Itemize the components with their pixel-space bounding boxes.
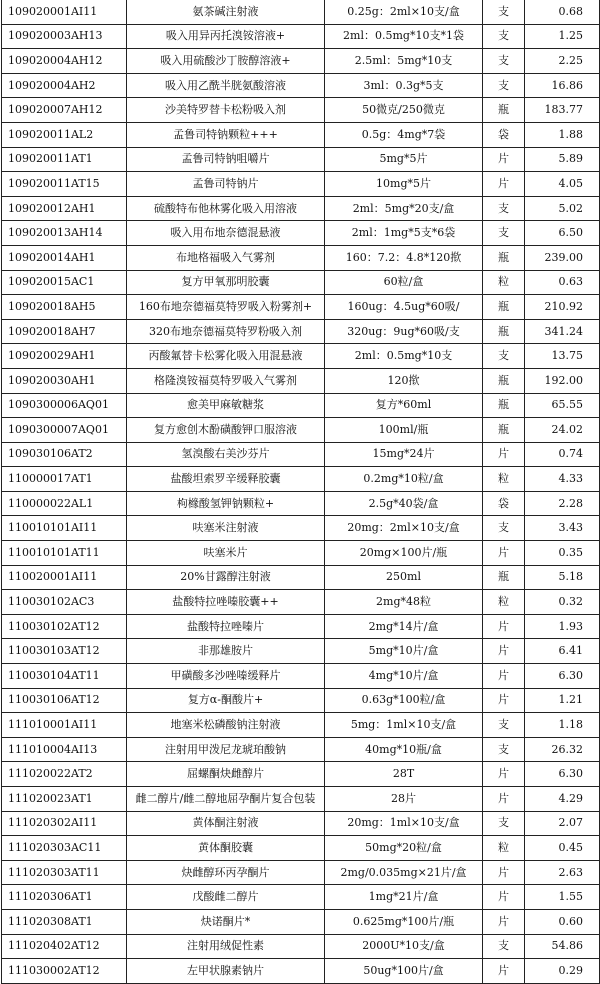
drug-spec-cell: 5mg：1ml×10支/盒	[325, 713, 483, 738]
table-row	[2, 295, 600, 320]
table-row	[2, 73, 600, 98]
drug-code-cell: 109020018AH7	[2, 319, 127, 344]
drug-name-cell: 屈螺酮炔雌醇片	[127, 762, 325, 787]
drug-name-cell: 注射用绒促性素	[127, 934, 325, 959]
drug-name-cell: 盐酸特拉唑嗪胶囊++	[127, 590, 325, 615]
drug-unit-cell: 支	[483, 344, 525, 369]
drug-name-cell: 黄体酮胶囊	[127, 836, 325, 861]
drug-spec-cell: 100ml/瓶	[325, 418, 483, 443]
drug-code-cell: 111020303AC11	[2, 836, 127, 861]
drug-code-cell: 110010101AI11	[2, 516, 127, 541]
table-row	[2, 245, 600, 270]
drug-spec-cell: 250ml	[325, 565, 483, 590]
drug-name-cell: 孟鲁司特钠颗粒+++	[127, 122, 325, 147]
drug-code-cell: 109020018AH5	[2, 295, 127, 320]
drug-name-cell: 丙酸氟替卡松雾化吸入用混悬液	[127, 344, 325, 369]
drug-spec-cell: 160ug：4.5ug*60吸/	[325, 295, 483, 320]
table-row	[2, 860, 600, 885]
drug-name-cell: 复方愈创木酚磺酸钾口服溶液	[127, 418, 325, 443]
drug-code-cell: 109020030AH1	[2, 368, 127, 393]
drug-code-cell: 109020012AH1	[2, 196, 127, 221]
drug-price-cell: 1.88	[525, 122, 600, 147]
drug-name-cell: 炔雌醇环丙孕酮片	[127, 860, 325, 885]
drug-unit-cell: 片	[483, 442, 525, 467]
drug-price-cell: 6.30	[525, 664, 600, 689]
drug-name-cell: 吸入用乙酰半胱氨酸溶液	[127, 73, 325, 98]
drug-spec-cell: 5mg*5片	[325, 147, 483, 172]
drug-code-cell: 1090300007AQ01	[2, 418, 127, 443]
drug-code-cell: 110000022AL1	[2, 491, 127, 516]
drug-name-cell: 呋塞米注射液	[127, 516, 325, 541]
drug-price-cell: 183.77	[525, 98, 600, 123]
drug-name-cell: 注射用甲泼尼龙琥珀酸钠	[127, 737, 325, 762]
drug-price-cell: 192.00	[525, 368, 600, 393]
table-row	[2, 344, 600, 369]
drug-price-cell: 2.28	[525, 491, 600, 516]
drug-code-cell: 110030102AC3	[2, 590, 127, 615]
drug-price-cell: 2.63	[525, 860, 600, 885]
drug-name-cell: 格隆溴铵福莫特罗吸入气雾剂	[127, 368, 325, 393]
drug-name-cell: 地塞米松磷酸钠注射液	[127, 713, 325, 738]
drug-code-cell: 111010004AI13	[2, 737, 127, 762]
drug-unit-cell: 粒	[483, 590, 525, 615]
drug-price-cell: 5.89	[525, 147, 600, 172]
drug-spec-cell: 320ug：9ug*60吸/支	[325, 319, 483, 344]
drug-unit-cell: 支	[483, 934, 525, 959]
drug-price-cell: 0.68	[525, 0, 600, 24]
drug-spec-cell: 40mg*10瓶/盒	[325, 737, 483, 762]
drug-code-cell: 109020011AT15	[2, 172, 127, 197]
drug-price-cell: 5.18	[525, 565, 600, 590]
drug-spec-cell: 2.5g*40袋/盒	[325, 491, 483, 516]
drug-unit-cell: 支	[483, 811, 525, 836]
table-row	[2, 418, 600, 443]
drug-name-cell: 盐酸特拉唑嗪片	[127, 614, 325, 639]
drug-unit-cell: 袋	[483, 122, 525, 147]
drug-spec-cell: 0.25g：2ml×10支/盒	[325, 0, 483, 24]
drug-name-cell: 吸入用异丙托溴铵溶液+	[127, 24, 325, 49]
drug-name-cell: 孟鲁司特钠咀嚼片	[127, 147, 325, 172]
drug-price-cell: 1.25	[525, 24, 600, 49]
table-row	[2, 836, 600, 861]
drug-code-cell: 109020015AC1	[2, 270, 127, 295]
drug-spec-cell: 2mg*48粒	[325, 590, 483, 615]
drug-spec-cell: 50ug*100片/盒	[325, 959, 483, 984]
drug-price-cell: 16.86	[525, 73, 600, 98]
drug-unit-cell: 片	[483, 860, 525, 885]
table-row	[2, 959, 600, 984]
table-row	[2, 688, 600, 713]
table-row	[2, 98, 600, 123]
table-row	[2, 368, 600, 393]
table-row	[2, 467, 600, 492]
drug-price-cell: 0.74	[525, 442, 600, 467]
table-row	[2, 762, 600, 787]
table-row	[2, 491, 600, 516]
drug-unit-cell: 支	[483, 49, 525, 74]
drug-code-cell: 109020011AL2	[2, 122, 127, 147]
drug-name-cell: 氨茶碱注射液	[127, 0, 325, 24]
drug-unit-cell: 支	[483, 737, 525, 762]
table-row	[2, 319, 600, 344]
drug-unit-cell: 瓶	[483, 418, 525, 443]
drug-price-cell: 13.75	[525, 344, 600, 369]
drug-price-cell: 4.05	[525, 172, 600, 197]
drug-spec-cell: 10mg*5片	[325, 172, 483, 197]
drug-price-cell: 210.92	[525, 295, 600, 320]
drug-price-table	[1, 0, 600, 984]
drug-spec-cell: 2ml：1mg*5支*6袋	[325, 221, 483, 246]
drug-unit-cell: 片	[483, 541, 525, 566]
drug-name-cell: 160布地奈德福莫特罗吸入粉雾剂+	[127, 295, 325, 320]
drug-unit-cell: 片	[483, 639, 525, 664]
drug-spec-cell: 2ml：0.5mg*10支*1袋	[325, 24, 483, 49]
drug-code-cell: 109020014AH1	[2, 245, 127, 270]
table-row	[2, 0, 600, 24]
drug-code-cell: 111020308AT1	[2, 909, 127, 934]
drug-code-cell: 109020001AI11	[2, 0, 127, 24]
drug-name-cell: 非那雄胺片	[127, 639, 325, 664]
drug-unit-cell: 瓶	[483, 393, 525, 418]
drug-price-cell: 0.45	[525, 836, 600, 861]
drug-name-cell: 呋塞米片	[127, 541, 325, 566]
drug-price-cell: 6.41	[525, 639, 600, 664]
table-row	[2, 934, 600, 959]
drug-name-cell: 盐酸坦索罗辛缓释胶囊	[127, 467, 325, 492]
drug-unit-cell: 片	[483, 885, 525, 910]
table-row	[2, 442, 600, 467]
table-row	[2, 221, 600, 246]
table-row	[2, 639, 600, 664]
drug-spec-cell: 20mg：2ml×10支/盒	[325, 516, 483, 541]
drug-price-cell: 0.29	[525, 959, 600, 984]
drug-unit-cell: 支	[483, 196, 525, 221]
drug-spec-cell: 28T	[325, 762, 483, 787]
drug-unit-cell: 支	[483, 24, 525, 49]
table-row	[2, 147, 600, 172]
drug-name-cell: 320布地奈德福莫特罗粉吸入剂	[127, 319, 325, 344]
drug-spec-cell: 60粒/盒	[325, 270, 483, 295]
drug-code-cell: 111020306AT1	[2, 885, 127, 910]
drug-code-cell: 111020303AT11	[2, 860, 127, 885]
drug-unit-cell: 支	[483, 0, 525, 24]
table-row	[2, 811, 600, 836]
table-row	[2, 172, 600, 197]
drug-unit-cell: 粒	[483, 836, 525, 861]
drug-price-cell: 26.32	[525, 737, 600, 762]
drug-price-cell: 2.25	[525, 49, 600, 74]
drug-spec-cell: 2mg*14片/盒	[325, 614, 483, 639]
table-row	[2, 270, 600, 295]
table-row	[2, 565, 600, 590]
drug-price-cell: 1.93	[525, 614, 600, 639]
table-row	[2, 393, 600, 418]
drug-code-cell: 109030106AT2	[2, 442, 127, 467]
table-row	[2, 664, 600, 689]
drug-unit-cell: 支	[483, 516, 525, 541]
drug-code-cell: 110010101AT11	[2, 541, 127, 566]
drug-unit-cell: 瓶	[483, 319, 525, 344]
drug-name-cell: 布地格福吸入气雾剂	[127, 245, 325, 270]
drug-name-cell: 吸入用硫酸沙丁胺醇溶液+	[127, 49, 325, 74]
drug-name-cell: 复方α-酮酸片+	[127, 688, 325, 713]
drug-price-cell: 4.29	[525, 787, 600, 812]
drug-unit-cell: 粒	[483, 467, 525, 492]
drug-price-cell: 6.30	[525, 762, 600, 787]
drug-spec-cell: 50mg*20粒/盒	[325, 836, 483, 861]
drug-name-cell: 左甲状腺素钠片	[127, 959, 325, 984]
drug-unit-cell: 支	[483, 73, 525, 98]
table-row	[2, 541, 600, 566]
drug-code-cell: 110030103AT12	[2, 639, 127, 664]
drug-price-cell: 239.00	[525, 245, 600, 270]
drug-code-cell: 109020003AH13	[2, 24, 127, 49]
drug-name-cell: 炔诺酮片*	[127, 909, 325, 934]
drug-spec-cell: 2.5ml：5mg*10支	[325, 49, 483, 74]
drug-price-cell: 1.18	[525, 713, 600, 738]
drug-unit-cell: 袋	[483, 491, 525, 516]
drug-name-cell: 愈美甲麻敏糖浆	[127, 393, 325, 418]
drug-price-cell: 54.86	[525, 934, 600, 959]
drug-code-cell: 111020023AT1	[2, 787, 127, 812]
drug-name-cell: 黄体酮注射液	[127, 811, 325, 836]
drug-name-cell: 沙美特罗替卡松粉吸入剂	[127, 98, 325, 123]
drug-code-cell: 110030102AT12	[2, 614, 127, 639]
drug-price-cell: 24.02	[525, 418, 600, 443]
drug-price-cell: 3.43	[525, 516, 600, 541]
drug-code-cell: 111030002AT12	[2, 959, 127, 984]
drug-spec-cell: 0.5g：4mg*7袋	[325, 122, 483, 147]
drug-spec-cell: 2000U*10支/盒	[325, 934, 483, 959]
drug-unit-cell: 瓶	[483, 565, 525, 590]
drug-code-cell: 1090300006AQ01	[2, 393, 127, 418]
drug-spec-cell: 5mg*10片/盒	[325, 639, 483, 664]
drug-price-cell: 1.55	[525, 885, 600, 910]
table-row	[2, 590, 600, 615]
drug-code-cell: 111020302AI11	[2, 811, 127, 836]
drug-price-cell: 6.50	[525, 221, 600, 246]
drug-price-cell: 0.60	[525, 909, 600, 934]
drug-spec-cell: 2ml：0.5mg*10支	[325, 344, 483, 369]
drug-spec-cell: 0.625mg*100片/瓶	[325, 909, 483, 934]
drug-price-cell: 1.21	[525, 688, 600, 713]
drug-code-cell: 109020013AH14	[2, 221, 127, 246]
table-row	[2, 713, 600, 738]
drug-unit-cell: 瓶	[483, 98, 525, 123]
drug-price-cell: 4.33	[525, 467, 600, 492]
drug-spec-cell: 0.63g*100粒/盒	[325, 688, 483, 713]
drug-unit-cell: 片	[483, 172, 525, 197]
table-row	[2, 24, 600, 49]
drug-code-cell: 111020402AT12	[2, 934, 127, 959]
drug-price-cell: 0.32	[525, 590, 600, 615]
drug-unit-cell: 支	[483, 221, 525, 246]
drug-code-cell: 109020004AH2	[2, 73, 127, 98]
drug-name-cell: 枸橼酸氢钾钠颗粒+	[127, 491, 325, 516]
drug-code-cell: 109020004AH12	[2, 49, 127, 74]
drug-spec-cell: 160：7.2：4.8*120揿	[325, 245, 483, 270]
drug-price-cell: 0.63	[525, 270, 600, 295]
table-row	[2, 196, 600, 221]
drug-unit-cell: 片	[483, 762, 525, 787]
drug-name-cell: 硫酸特布他林雾化吸入用溶液	[127, 196, 325, 221]
drug-unit-cell: 瓶	[483, 245, 525, 270]
drug-name-cell: 氢溴酸右美沙芬片	[127, 442, 325, 467]
drug-code-cell: 110030104AT11	[2, 664, 127, 689]
drug-code-cell: 109020011AT1	[2, 147, 127, 172]
drug-unit-cell: 片	[483, 688, 525, 713]
drug-unit-cell: 片	[483, 787, 525, 812]
drug-spec-cell: 15mg*24片	[325, 442, 483, 467]
drug-name-cell: 雌二醇片/雌二醇地屈孕酮片复合包装	[127, 787, 325, 812]
drug-code-cell: 110030106AT12	[2, 688, 127, 713]
drug-unit-cell: 片	[483, 614, 525, 639]
drug-code-cell: 110020001AI11	[2, 565, 127, 590]
table-row	[2, 885, 600, 910]
drug-spec-cell: 28片	[325, 787, 483, 812]
drug-spec-cell: 复方*60ml	[325, 393, 483, 418]
drug-price-cell: 2.07	[525, 811, 600, 836]
drug-unit-cell: 片	[483, 909, 525, 934]
table-row	[2, 909, 600, 934]
drug-spec-cell: 20mg×100片/瓶	[325, 541, 483, 566]
drug-code-cell: 110000017AT1	[2, 467, 127, 492]
drug-unit-cell: 瓶	[483, 295, 525, 320]
drug-unit-cell: 片	[483, 664, 525, 689]
table-body	[2, 0, 600, 983]
drug-price-cell: 341.24	[525, 319, 600, 344]
table-row	[2, 614, 600, 639]
drug-spec-cell: 1mg*21片/盒	[325, 885, 483, 910]
drug-spec-cell: 50微克/250微克	[325, 98, 483, 123]
drug-name-cell: 吸入用布地奈德混悬液	[127, 221, 325, 246]
table-row	[2, 516, 600, 541]
drug-spec-cell: 2ml：5mg*20支/盒	[325, 196, 483, 221]
drug-name-cell: 戊酸雌二醇片	[127, 885, 325, 910]
drug-code-cell: 111010001AI11	[2, 713, 127, 738]
drug-spec-cell: 20mg：1ml×10支/盒	[325, 811, 483, 836]
drug-unit-cell: 片	[483, 147, 525, 172]
drug-price-cell: 5.02	[525, 196, 600, 221]
drug-spec-cell: 120揿	[325, 368, 483, 393]
table-row	[2, 737, 600, 762]
drug-name-cell: 孟鲁司特钠片	[127, 172, 325, 197]
drug-unit-cell: 支	[483, 713, 525, 738]
drug-name-cell: 甲磺酸多沙唑嗪缓释片	[127, 664, 325, 689]
table-row	[2, 49, 600, 74]
drug-spec-cell: 2mg/0.035mg×21片/盒	[325, 860, 483, 885]
drug-unit-cell: 粒	[483, 270, 525, 295]
drug-unit-cell: 片	[483, 959, 525, 984]
drug-name-cell: 复方甲氧那明胶囊	[127, 270, 325, 295]
drug-code-cell: 111020022AT2	[2, 762, 127, 787]
drug-spec-cell: 3ml：0.3g*5支	[325, 73, 483, 98]
table-row	[2, 122, 600, 147]
drug-code-cell: 109020029AH1	[2, 344, 127, 369]
drug-price-cell: 65.55	[525, 393, 600, 418]
drug-spec-cell: 0.2mg*10粒/盒	[325, 467, 483, 492]
drug-code-cell: 109020007AH12	[2, 98, 127, 123]
drug-name-cell: 20%甘露醇注射液	[127, 565, 325, 590]
table-row	[2, 787, 600, 812]
drug-price-cell: 0.35	[525, 541, 600, 566]
drug-spec-cell: 4mg*10片/盒	[325, 664, 483, 689]
drug-unit-cell: 瓶	[483, 368, 525, 393]
